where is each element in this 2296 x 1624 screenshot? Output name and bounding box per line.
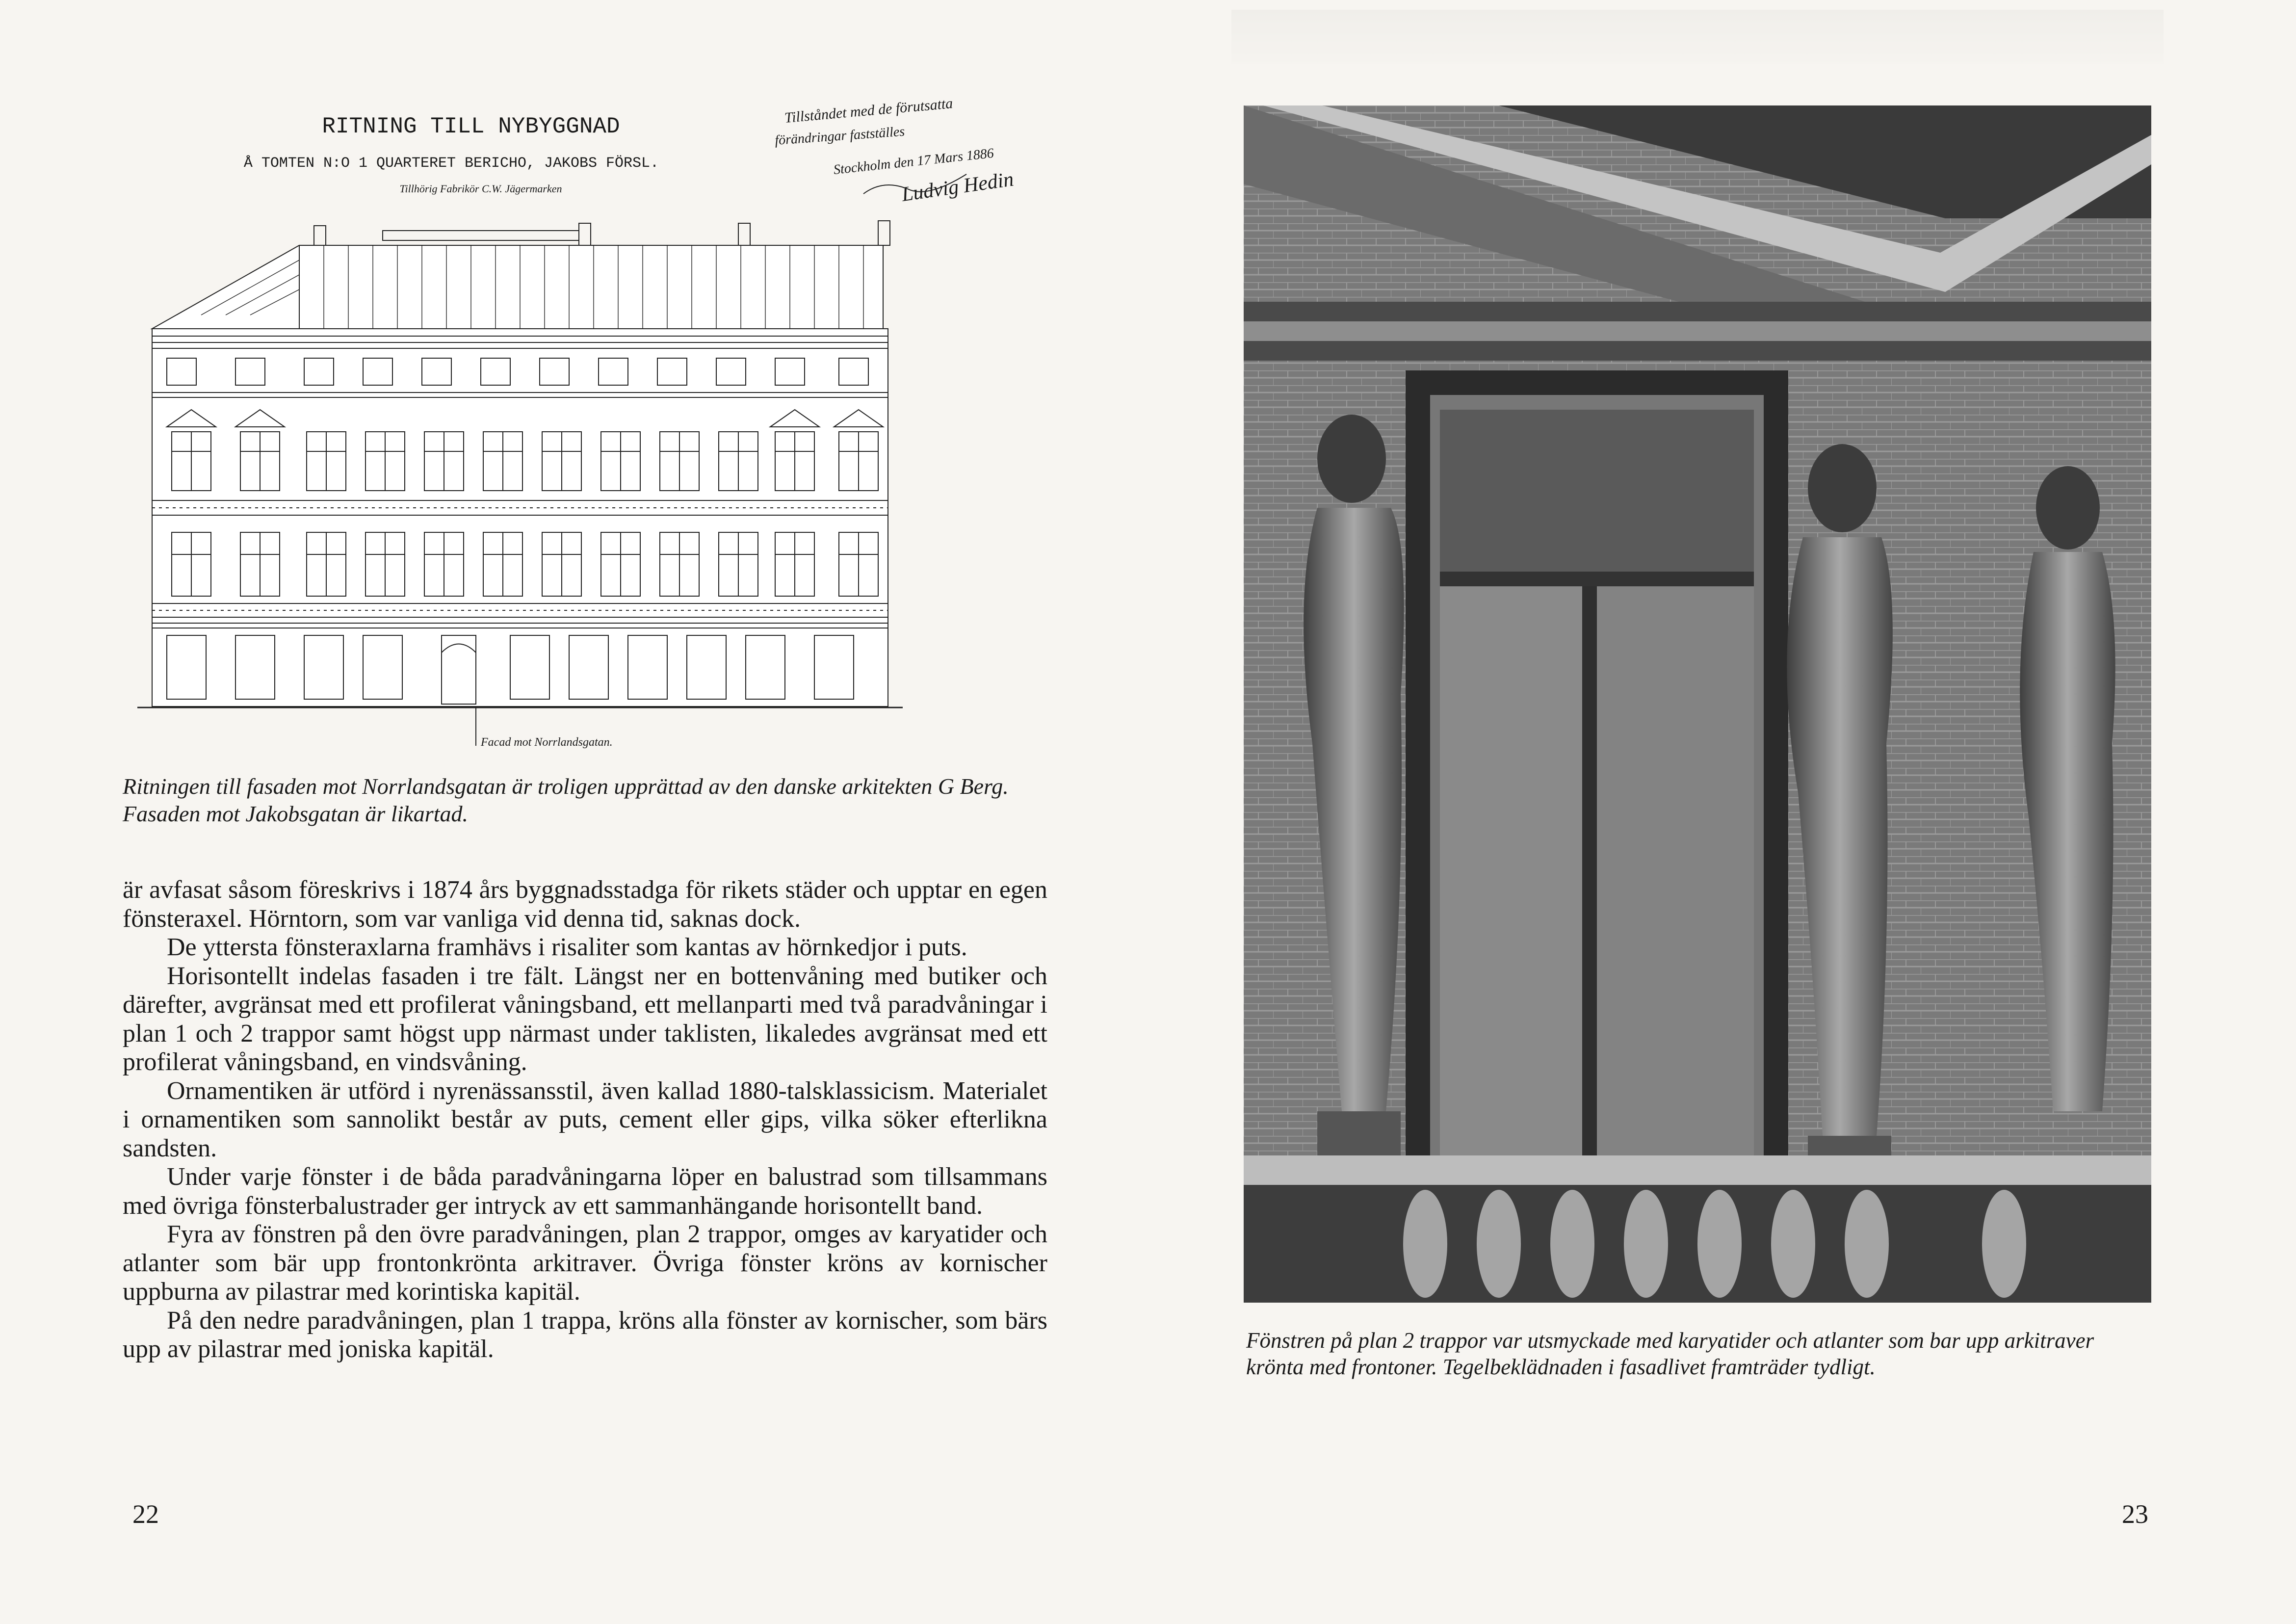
drawing-label: Facad mot Norrlandsgatan. — [481, 736, 613, 749]
paragraph: På den nedre paradvåningen, plan 1 trappa, kröns alla fönster av kornischer, som bärs upp av pilastrar med joniska kapitäl. — [123, 1306, 1047, 1363]
drawing-caption: Ritningen till fasaden mot Norrlandsgatan är troligen upprättad av den danske arkitekten G Berg. Fasaden mot Jakobsgatan är likartad. — [123, 774, 1009, 826]
page-number-right: 23 — [2122, 1499, 2148, 1529]
drawing-title: RITNING TILL NYBYGGNAD — [322, 114, 620, 139]
approval-note-2: förändringar fastställes — [774, 124, 906, 148]
paragraph: Under varje fönster i de båda paradvåningarna löper en balustrad som tillsammans med övriga fönsterbalustrader ger intryck av ett sammanhängande horisontellt band. — [123, 1163, 1047, 1220]
photo-caption: Fönstren på plan 2 trappor var utsmyckade med karyatider och atlanter som bar upp arkitraver krönta med frontoner. Tegelbeklädnaden i fasadlivet framträder tydligt. — [1246, 1328, 2094, 1379]
paragraph: är avfasat såsom föreskrivs i 1874 års byggnadsstadga för rikets städer och upptar en egen fönsteraxel. Hörntorn, som var vanliga vid denna tid, saknas dock. — [123, 876, 1047, 933]
drawing-subtitle: Å TOMTEN N:O 1 QUARTERET BERICHO, JAKOBS FÖRSL. — [243, 155, 659, 172]
cornice — [152, 329, 888, 348]
paragraph: Horisontellt indelas fasaden i tre fält. Längst ner en bottenvåning med butiker och därefter, avgränsat med ett profilerat våningsband, ett mellanparti med två paradvåningar i plan 1 och 2 trappor samt högst upp närmast under taklisten, likaledes avgränsat med ett profilerat våningsband, en vindsvåning. — [123, 962, 1047, 1076]
approval-signature: Ludvig Hedin — [900, 168, 1015, 206]
balustrade — [1244, 1155, 2151, 1303]
facade-drawing — [137, 88, 1070, 751]
paragraph: De yttersta fönsteraxlarna framhävs i risaliter som kantas av hörnkedjor i puts. — [167, 933, 967, 961]
roof — [152, 245, 883, 329]
chimneys — [314, 221, 890, 245]
article-body — [123, 876, 1047, 1364]
page-number-left: 22 — [132, 1499, 159, 1529]
approval-date: Stockholm den 17 Mars 1886 — [833, 145, 995, 178]
window — [1406, 370, 1788, 1234]
drawing-owner: Tillhörig Fabrikör C.W. Jägermarken — [399, 183, 562, 195]
facade-wall — [152, 348, 888, 707]
paragraph: Ornamentiken är utförd i nyrenässansstil, även kallad 1880-talsklassicism. Materialet i ornamentiken som sannolikt består av puts, cement eller gips, vilka söker efterlikna sandsten. — [123, 1076, 1047, 1162]
caryatid-photograph — [1244, 105, 2151, 1303]
paragraph: Fyra av fönstren på den övre paradvåningen, plan 2 trappor, omges av karyatider och atlanter som bär upp frontonkrönta arkitraver. Övriga fönster kröns av kornischer uppburna av pilastrar med korintiska kapitäl. — [123, 1220, 1047, 1306]
approval-note-1: Tillståndet med de förutsatta — [783, 95, 954, 126]
